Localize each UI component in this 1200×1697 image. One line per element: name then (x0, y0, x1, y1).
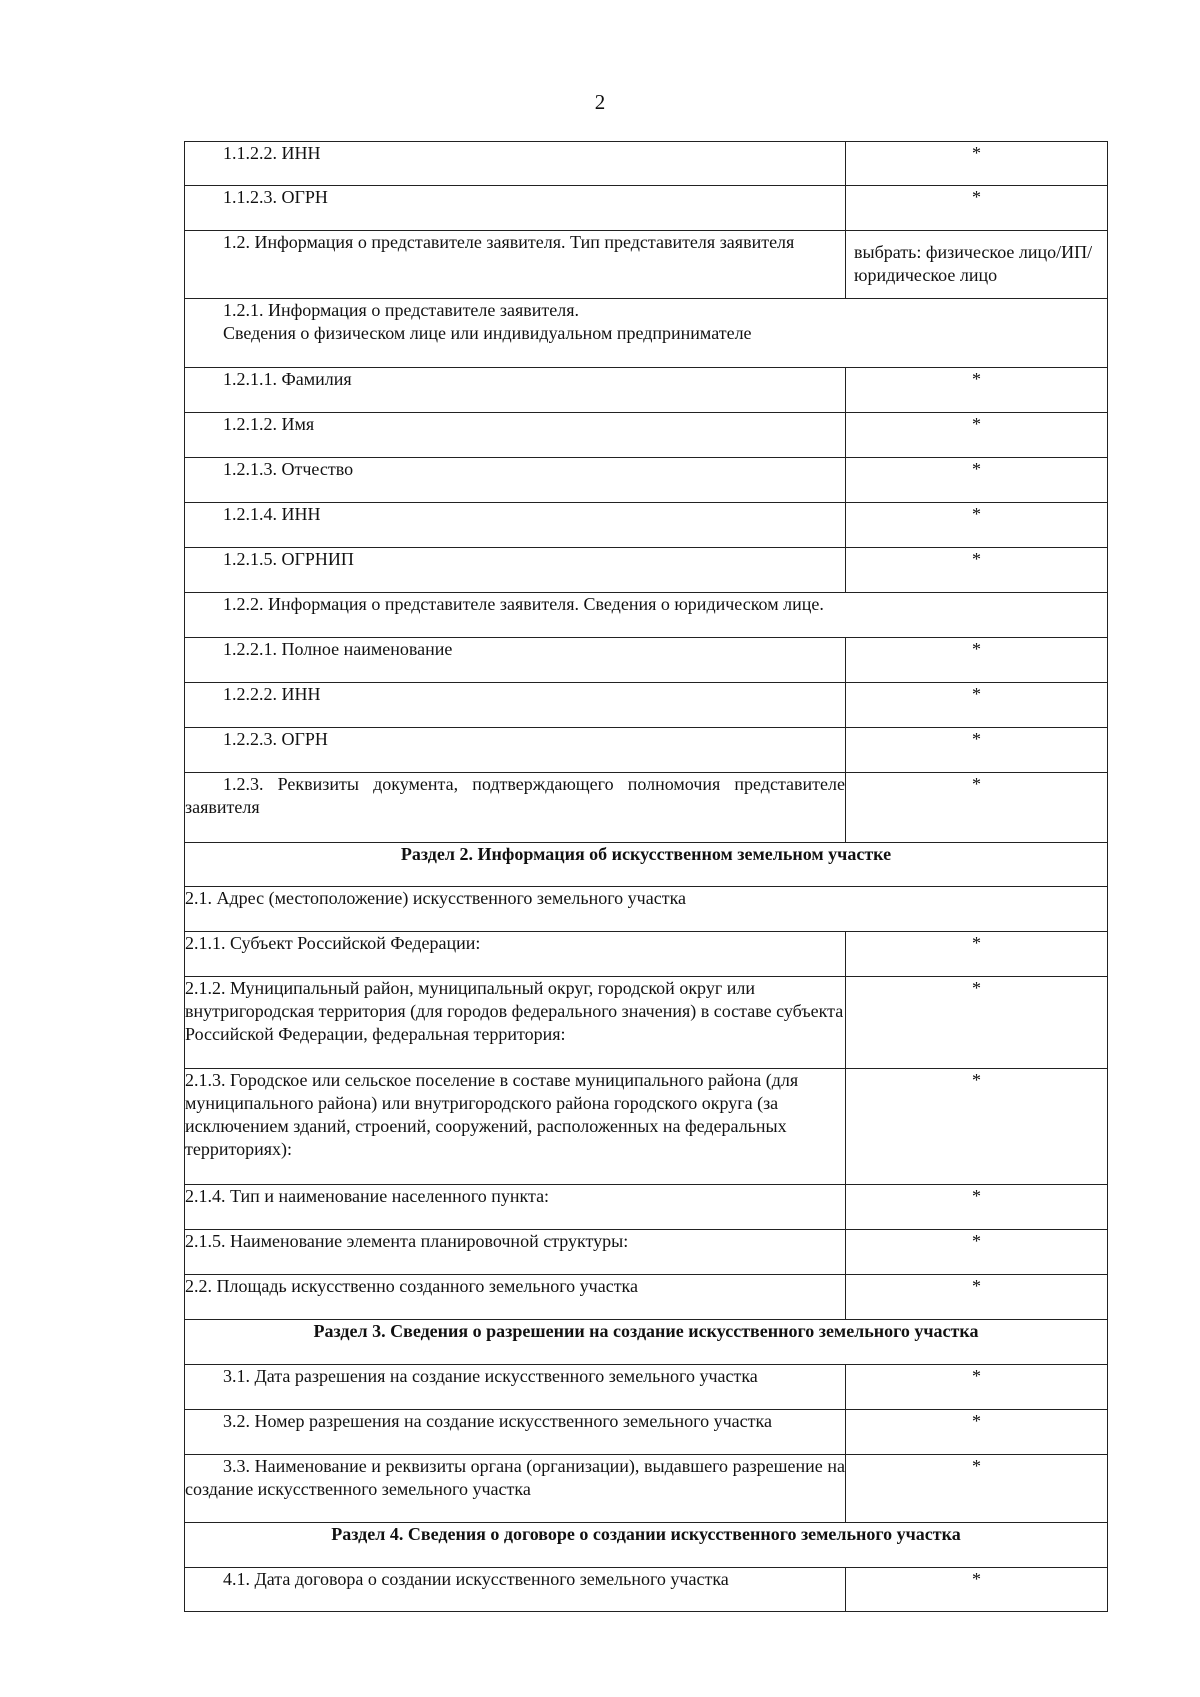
field-value-marker: * (846, 1230, 1108, 1275)
field-label-cell (185, 773, 846, 843)
field-label: 3.2. Номер разрешения на создание искусственного земельного участка (223, 1411, 772, 1431)
field-label-cell (185, 1365, 846, 1410)
field-label-cell (185, 1230, 846, 1275)
field-label: 2.2. Площадь искусственно созданного земельного участка (185, 1276, 639, 1296)
field-value-marker: * (846, 932, 1108, 977)
section-title: Раздел 3. Сведения о разрешении на создание искусственного земельного участка (185, 1320, 1108, 1365)
field-value-marker: * (846, 773, 1108, 843)
field-label-cell (185, 503, 846, 548)
table-row (185, 1069, 1108, 1185)
table-row (185, 728, 1108, 773)
table-row (185, 638, 1108, 683)
table-row (185, 1230, 1108, 1275)
field-label: 1.2. Информация о представителе заявителя. Тип представителя заявителя (223, 232, 795, 252)
table-row (185, 887, 1108, 932)
field-label-cell (185, 728, 846, 773)
field-value-marker: * (846, 458, 1108, 503)
field-label: 1.2.3. Реквизиты документа, подтверждающего полномочия представителе заявителя (185, 774, 845, 817)
field-value-marker: * (846, 1069, 1108, 1185)
field-label-cell (185, 142, 846, 186)
table-row (185, 773, 1108, 843)
field-label: 3.3. Наименование и реквизиты органа (организации), выдавшего разрешение на создание искусственного земельного участка (185, 1456, 845, 1499)
field-value-marker: * (846, 413, 1108, 458)
field-label: 1.1.2.2. ИНН (223, 143, 321, 163)
field-label-cell (185, 977, 846, 1069)
field-label: 1.1.2.3. ОГРН (223, 187, 328, 207)
field-value-marker: * (846, 186, 1108, 231)
table-row (185, 299, 1108, 368)
page-number: 2 (594, 90, 606, 114)
group-heading-label: 2.1. Адрес (местоположение) искусственного земельного участка (185, 888, 687, 908)
table-row (185, 1568, 1108, 1612)
field-label-cell (185, 1275, 846, 1320)
field-label-cell (185, 186, 846, 231)
section-header-row (185, 1523, 1108, 1568)
field-label-cell (185, 368, 846, 413)
field-label: 1.2.1.4. ИНН (223, 504, 321, 524)
field-value-marker: * (846, 1568, 1108, 1612)
table-row (185, 1455, 1108, 1523)
section-header-row (185, 843, 1108, 887)
field-value-marker: * (846, 1365, 1108, 1410)
group-heading-cell (185, 299, 1108, 368)
field-value-marker: * (846, 1410, 1108, 1455)
group-heading-cell (185, 593, 1108, 638)
group-heading-label: 1.2.2. Информация о представителе заявителя. Сведения о юридическом лице. (223, 594, 824, 614)
field-label: 2.1.4. Тип и наименование населенного пункта: (185, 1186, 550, 1206)
table-row (185, 231, 1108, 299)
table-row (185, 932, 1108, 977)
field-label: 1.2.1.5. ОГРНИП (223, 549, 354, 569)
table-row (185, 503, 1108, 548)
field-value-marker: * (846, 638, 1108, 683)
table-row (185, 977, 1108, 1069)
field-label-cell (185, 932, 846, 977)
section-header-row (185, 1320, 1108, 1365)
field-value-marker: * (846, 503, 1108, 548)
table-row (185, 683, 1108, 728)
field-label: 2.1.1. Субъект Российской Федерации: (185, 933, 481, 953)
table-row (185, 413, 1108, 458)
table-row (185, 368, 1108, 413)
table-row (185, 186, 1108, 231)
field-label: 1.2.1.2. Имя (223, 414, 315, 434)
field-label-cell (185, 683, 846, 728)
field-value-text: выбрать: физическое лицо/ИП/юридическое лицо (846, 231, 1108, 299)
group-heading-cell (185, 887, 1108, 932)
group-heading-label: 1.2.1. Информация о представителе заявителя. (223, 300, 580, 320)
field-label-cell (185, 1069, 846, 1185)
table-row (185, 1275, 1108, 1320)
field-label-cell (185, 638, 846, 683)
field-label: 2.1.3. Городское или сельское поселение в составе муниципального района (для муниципального района) или внутригородского района городского округа (за исключением зданий, строений, сооружений, расположенных на федеральных территориях): (185, 1070, 799, 1159)
table-row (185, 1185, 1108, 1230)
table-row (185, 1365, 1108, 1410)
field-label: 3.1. Дата разрешения на создание искусственного земельного участка (223, 1366, 758, 1386)
field-label-cell (185, 458, 846, 503)
section-title: Раздел 2. Информация об искусственном земельном участке (185, 843, 1108, 887)
field-label: 1.2.2.1. Полное наименование (223, 639, 453, 659)
table-row (185, 458, 1108, 503)
field-label: 1.2.1.1. Фамилия (223, 369, 352, 389)
field-label: 1.2.2.2. ИНН (223, 684, 321, 704)
table-row (185, 548, 1108, 593)
field-value-marker: * (846, 368, 1108, 413)
field-value-marker: * (846, 1455, 1108, 1523)
field-value-marker: * (846, 142, 1108, 186)
section-title: Раздел 4. Сведения о договоре о создании искусственного земельного участка (185, 1523, 1108, 1568)
field-label: 1.2.1.3. Отчество (223, 459, 354, 479)
field-label-cell (185, 548, 846, 593)
field-label-cell (185, 1410, 846, 1455)
field-label: 2.1.2. Муниципальный район, муниципальный округ, городской округ или внутригородская территория (для городов федерального значения) в составе субъекта Российской Федерации, федеральная территория: (185, 978, 844, 1044)
field-value-marker: * (846, 977, 1108, 1069)
field-value-marker: * (846, 548, 1108, 593)
table-row (185, 593, 1108, 638)
field-label-cell (185, 1455, 846, 1523)
table-row (185, 1410, 1108, 1455)
form-table-body (185, 142, 1108, 1612)
field-label-cell (185, 231, 846, 299)
application-form-table (184, 141, 1108, 1612)
field-label-cell (185, 1568, 846, 1612)
field-value-marker: * (846, 1185, 1108, 1230)
field-label-cell (185, 1185, 846, 1230)
group-heading-sublabel: Сведения о физическом лице или индивидуальном предпринимателе (223, 323, 752, 343)
field-value-marker: * (846, 1275, 1108, 1320)
table-row (185, 142, 1108, 186)
field-label-cell (185, 413, 846, 458)
field-value-marker: * (846, 683, 1108, 728)
field-value-marker: * (846, 728, 1108, 773)
field-label: 1.2.2.3. ОГРН (223, 729, 328, 749)
field-label: 2.1.5. Наименование элемента планировочной структуры: (185, 1231, 629, 1251)
field-label: 4.1. Дата договора о создании искусственного земельного участка (223, 1569, 729, 1589)
